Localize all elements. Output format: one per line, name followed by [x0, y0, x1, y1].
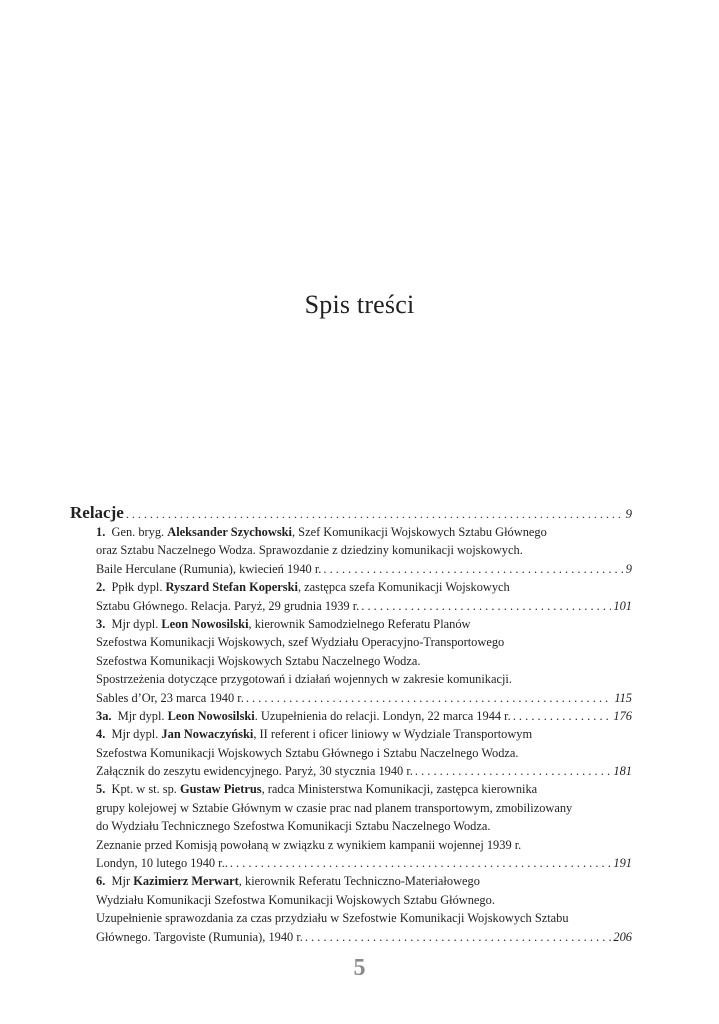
entry-line	[96, 578, 632, 596]
toc-section-heading	[70, 503, 632, 523]
entry-line: Uzupełnienie sprawozdania za czas przydziału w Szefostwie Komunikacji Wojskowych Sztabu	[96, 911, 569, 926]
entry-text: Sables d’Or, 23 marca 1940 r.	[96, 690, 244, 705]
entry-number: 3.	[96, 616, 106, 631]
entry-line	[96, 597, 632, 615]
entry-text: Załącznik do zeszytu ewidencyjnego. Paryż, 30 stycznia 1940 r.	[96, 764, 413, 779]
entry-rank: Kpt. w st. sp.	[111, 782, 180, 797]
entry-number: 3a.	[96, 708, 112, 723]
toc-entry	[96, 615, 632, 707]
entry-line: grupy kolejowej w Sztabie Głównym w czasie prac nad planem transportowym, zmobilizowany	[96, 800, 573, 815]
entry-text	[96, 707, 511, 725]
dot-leader	[230, 854, 612, 872]
entry-author: Aleksander Szychowski	[167, 525, 292, 539]
entry-description: , II referent i oficer liniowy w Wydziale Transportowym	[253, 727, 533, 742]
dot-leader	[361, 597, 611, 615]
entry-line: Zeznanie przed Komisją powołaną w związku z wynikiem kampanii wojennej 1939 r.	[96, 837, 522, 852]
dot-leader	[513, 707, 612, 725]
entry-rank: Mjr dypl.	[117, 708, 168, 723]
entry-text: Sztabu Głównego. Relacja. Paryż, 29 grudnia 1939 r.	[96, 598, 360, 613]
entry-author: Jan Nowaczyński	[161, 727, 254, 742]
entry-page-number: 206	[613, 929, 632, 944]
toc-entry	[96, 707, 632, 725]
entry-author: Ryszard Stefan Koperski	[165, 580, 298, 595]
entry-line: oraz Sztabu Naczelnego Wodza. Sprawozdanie z dziedziny komunikacji wojskowych.	[96, 543, 523, 558]
entry-line	[96, 762, 632, 780]
entry-line	[96, 928, 632, 946]
entry-page-number: 115	[614, 690, 632, 705]
entry-page-number: 9	[625, 561, 632, 576]
entry-page-number: 101	[613, 598, 632, 613]
page-title: Spis treści	[304, 290, 415, 319]
entry-line	[96, 560, 632, 578]
dot-leader	[323, 560, 623, 578]
entry-page-number: 191	[613, 856, 632, 871]
toc-entry	[96, 780, 632, 872]
dot-leader	[415, 762, 612, 780]
entry-text: Baile Herculane (Rumunia), kwiecień 1940 r.	[96, 561, 322, 576]
entry-rank: Gen. bryg.	[111, 525, 168, 539]
entry-number: 6.	[96, 874, 106, 889]
entry-description: , Szef Komunikacji Wojskowych Sztabu Głównego	[291, 525, 547, 539]
entry-number: 5.	[96, 782, 106, 797]
entry-description: . Uzupełnienia do relacji. Londyn, 22 marca 1944 r.	[254, 708, 511, 723]
entry-line	[96, 725, 632, 743]
toc-entries	[96, 523, 632, 946]
entry-rank: Mjr dypl.	[111, 616, 162, 631]
entry-description: , kierownik Referatu Techniczno-Materiałowego	[238, 874, 480, 889]
entry-line	[96, 689, 632, 707]
entry-line	[96, 707, 632, 725]
entry-number: 2.	[96, 580, 106, 595]
entry-page-number: 176	[613, 708, 632, 723]
entry-author: Leon Nowosilski	[167, 708, 255, 723]
section-label: Relacje	[70, 503, 124, 522]
entry-line	[96, 854, 632, 872]
entry-text: Głównego. Targoviste (Rumunia), 1940 r.	[96, 929, 303, 944]
entry-number: 1.	[96, 525, 106, 539]
entry-line	[96, 872, 632, 890]
entry-line	[96, 615, 632, 633]
entry-line	[96, 780, 632, 798]
toc-entry	[96, 725, 632, 780]
entry-line	[96, 523, 632, 541]
entry-rank: Mjr dypl.	[111, 727, 162, 742]
entry-author: Leon Nowosilski	[161, 616, 249, 631]
entry-rank: Ppłk dypl.	[111, 580, 166, 595]
toc-entry	[96, 578, 632, 615]
entry-author: Kazimierz Merwart	[133, 874, 239, 889]
entry-description: , kierownik Samodzielnego Referatu Planów	[248, 616, 471, 631]
entry-description: , zastępca szefa Komunikacji Wojskowych	[297, 580, 510, 595]
entry-text: Londyn, 10 lutego 1940 r..	[96, 856, 228, 871]
toc-entry	[96, 523, 632, 578]
entry-line: do Wydziału Technicznego Szefostwa Komunikacji Sztabu Naczelnego Wodza.	[96, 819, 491, 834]
dot-leader	[126, 503, 624, 523]
entry-line: Szefostwa Komunikacji Wojskowych Sztabu Naczelnego Wodza.	[96, 653, 421, 668]
page-number: 5	[353, 955, 366, 981]
entry-description: , radca Ministerstwa Komunikacji, zastępca kierownika	[261, 782, 538, 797]
entry-page-number: 181	[613, 764, 632, 779]
toc-entry	[96, 872, 632, 946]
entry-rank: Mjr	[111, 874, 134, 889]
entry-line: Spostrzeżenia dotyczące przygotowań i działań wojennych w zakresie komunikacji.	[96, 672, 512, 687]
dot-leader	[246, 689, 613, 707]
entry-number: 4.	[96, 727, 106, 742]
entry-author: Gustaw Pietrus	[180, 782, 262, 797]
dot-leader	[305, 928, 612, 946]
section-page-number: 9	[625, 506, 632, 521]
entry-line: Szefostwa Komunikacji Wojskowych, szef Wydziału Operacyjno-Transportowego	[96, 635, 505, 650]
entry-line: Szefostwa Komunikacji Wojskowych Sztabu Głównego i Sztabu Naczelnego Wodza.	[96, 745, 519, 760]
table-of-contents	[70, 503, 632, 946]
entry-line: Wydziału Komunikacji Szefostwa Komunikacji Wojskowych Sztabu Głównego.	[96, 892, 495, 907]
